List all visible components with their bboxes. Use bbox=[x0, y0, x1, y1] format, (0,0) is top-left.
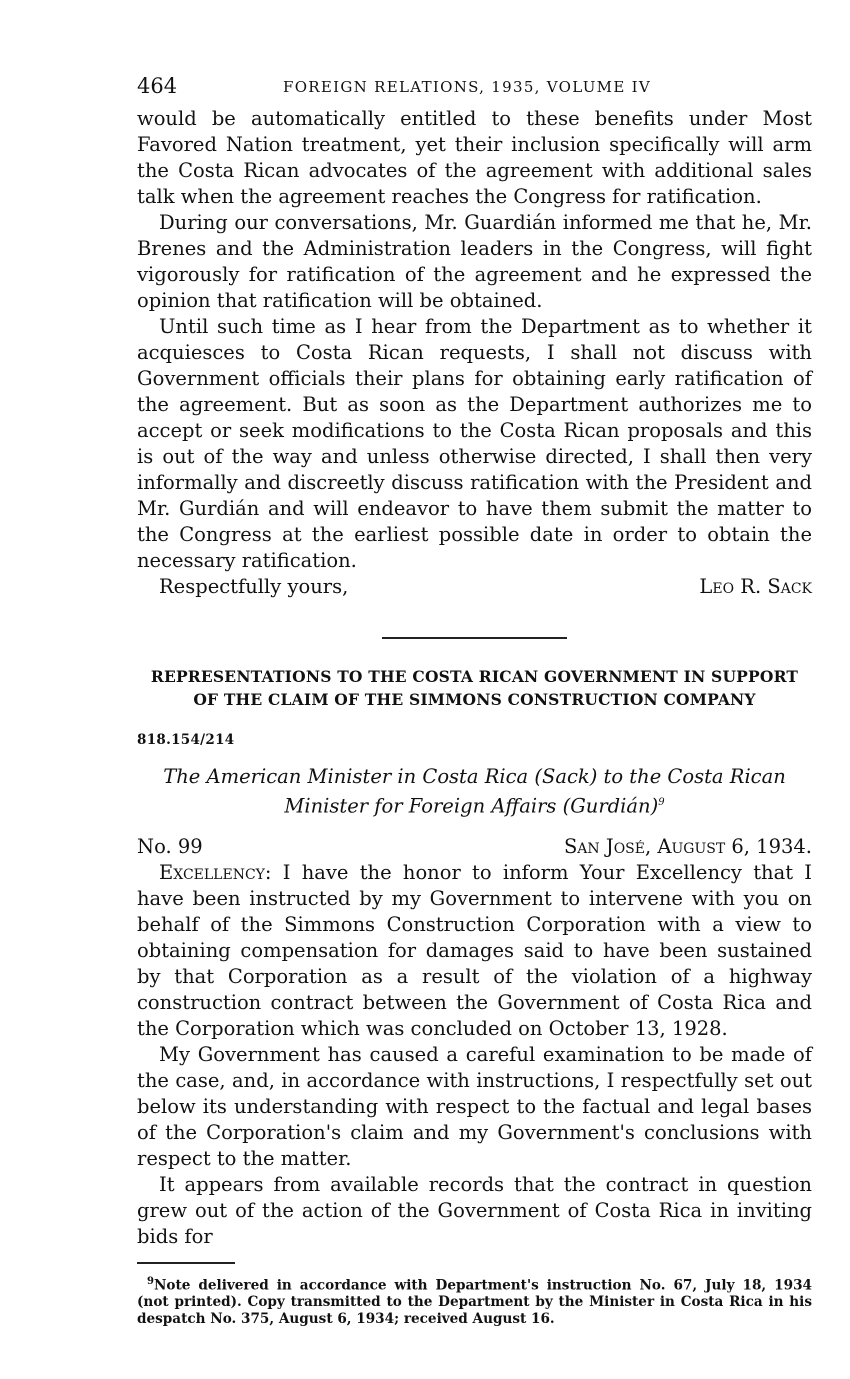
signature: Leo R. Sack bbox=[699, 575, 812, 598]
body-paragraph: It appears from available records that the contract in question grew out of the action of the Government of Costa Rica in inviting bids for bbox=[137, 1172, 812, 1248]
place-date: San José, August 6, 1934. bbox=[563, 834, 812, 858]
body-paragraph: Until such time as I hear from the Department as to whether it acquiesces to Costa Rican requests, I shall not discuss with Government officials their plans for obtaining early ratification of the agreement. But as soon as the Department authorizes me to accept or seek modifications to the Costa Rican proposals and this is out of the way and unless otherwise directed, I shall then very informally and discreetly discuss ratification with the President and Mr. Gurdián and will endeavor to have them submit the matter to the Congress at the earliest possible date in order to obtain the necessary ratification. bbox=[137, 315, 812, 572]
body-paragraph: Excellency: I have the honor to inform Your Excellency that I have been instructed by my Government to intervene with you on behalf of the Simmons Construction Corporation with a view to obtaining compensation for damages said to have been sustained by that Corporation as a result of the violation of a highway construction contract between the Government of Costa Rica and the Corporation which was concluded on October 13, 1928. bbox=[137, 860, 813, 1040]
dateline bbox=[137, 834, 812, 860]
section-heading-line: OF THE CLAIM OF THE SIMMONS CONSTRUCTION COMPANY bbox=[193, 690, 756, 709]
page-header bbox=[137, 72, 812, 106]
body-paragraph: During our conversations, Mr. Guardián informed me that he, Mr. Brenes and the Administration leaders in the Congress, will fight vigorously for ratification of the agreement and he expressed the opinion that ratification will be obtained. bbox=[137, 211, 812, 312]
letter-continuation bbox=[137, 106, 812, 600]
section-heading bbox=[137, 665, 812, 711]
document-title bbox=[137, 764, 812, 820]
footnote-rule bbox=[137, 1262, 235, 1264]
closing: Respectfully yours, bbox=[159, 575, 349, 598]
document-title-line: The American Minister in Costa Rica (Sack) to the Costa Rican bbox=[163, 765, 786, 788]
footnote-reference: 9 bbox=[658, 797, 665, 808]
signature-line bbox=[137, 574, 812, 600]
body-paragraph: would be automatically entitled to these benefits under Most Favored Nation treatment, yet their inclusion specifically will arm the Costa Rican advocates of the agreement with additional sales talk when the agreement reaches the Congress for ratification. bbox=[137, 107, 812, 208]
footnote: $^9$Note delivered in accordance with Department's instruction No. 67, July 18, 1934 (not printed). Copy transmitted to the Department by the Minister in Costa Rica in his despatch No. 375, August 6, 1934; received August 16. bbox=[137, 1275, 812, 1328]
body-paragraph: My Government has caused a careful examination to be made of the case, and, in accordance with instructions, I respectfully set out below its understanding with respect to the factual and legal bases of the Corporation's claim and my Government's conclusions with respect to the matter. bbox=[137, 1042, 812, 1170]
running-title: FOREIGN RELATIONS, 1935, VOLUME IV bbox=[283, 78, 651, 96]
file-number: 818.154/214 bbox=[137, 732, 235, 748]
document-page bbox=[137, 72, 812, 1328]
note-number: No. 99 bbox=[137, 834, 203, 858]
footnote-marker: 9 bbox=[147, 1275, 154, 1287]
document-title-line: Minister for Foreign Affairs (Gurdián)$^9$ bbox=[284, 794, 665, 818]
page-number: 464 bbox=[137, 74, 178, 98]
salutation: Excellency: bbox=[159, 860, 272, 884]
section-heading-line: REPRESENTATIONS TO THE COSTA RICAN GOVERNMENT IN SUPPORT bbox=[150, 667, 799, 686]
section-divider bbox=[382, 637, 567, 639]
